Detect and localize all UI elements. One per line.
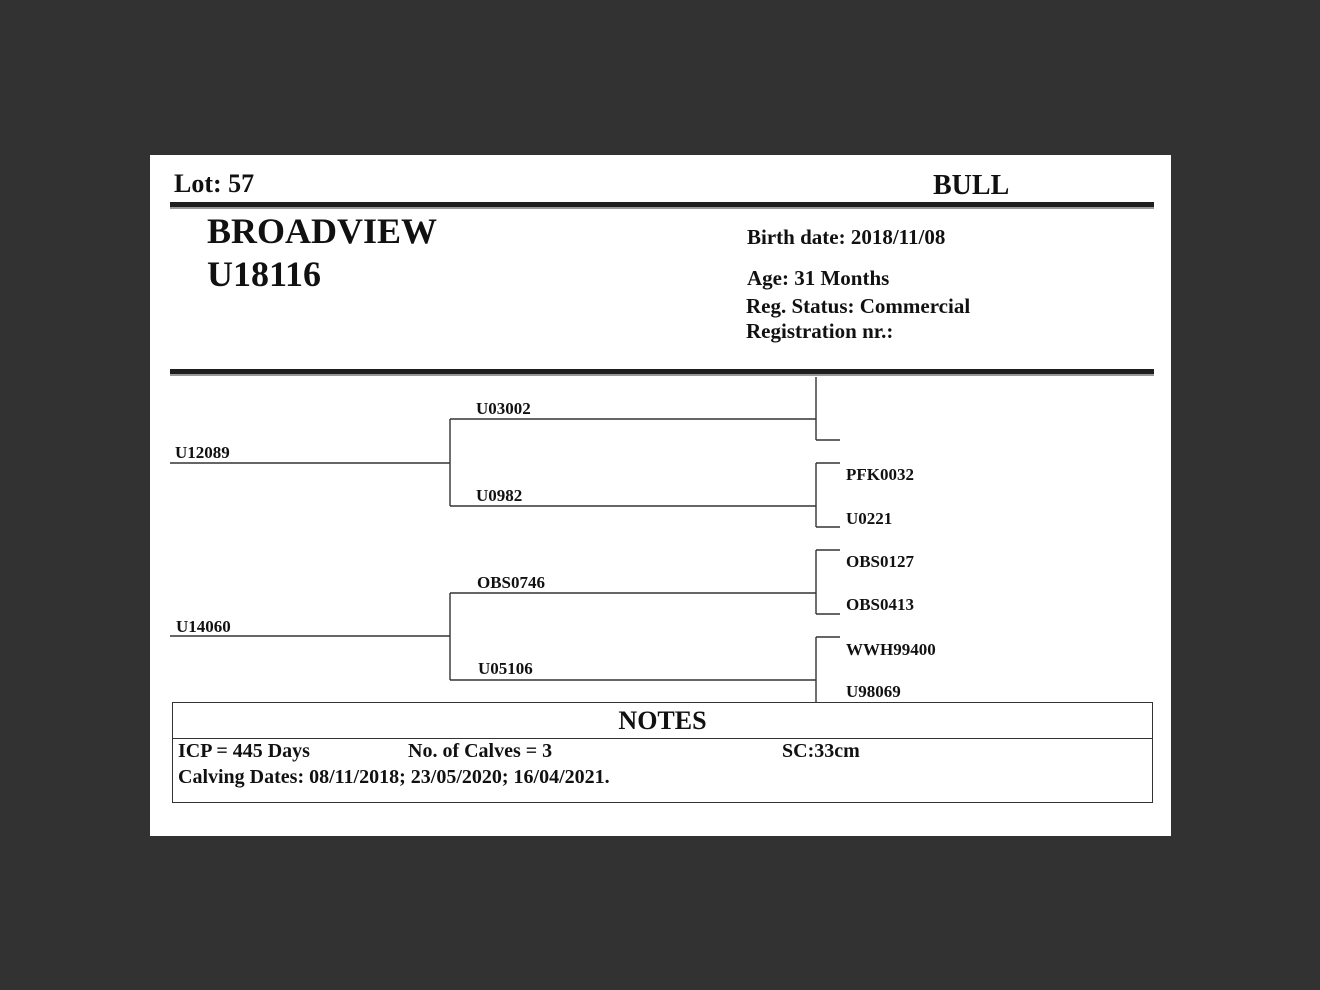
notes-icp: ICP = 445 Days (178, 740, 310, 762)
pedigree-sire-sire: U03002 (476, 399, 531, 418)
notes-sc: SC:33cm (782, 740, 860, 762)
pedigree-card (150, 155, 1171, 836)
notes-calving-dates: Calving Dates: 08/11/2018; 23/05/2020; 16/04/2021. (178, 766, 610, 788)
pedigree-dam-dam-sire: WWH99400 (846, 640, 936, 659)
animal-name-line2: U18116 (207, 254, 322, 294)
registration-nr: Registration nr.: (746, 319, 894, 343)
reg-status: Reg. Status: Commercial (746, 294, 971, 318)
notes-box (172, 702, 1153, 803)
animal-name-line1: BROADVIEW (207, 211, 438, 251)
animal-sex: BULL (933, 170, 1010, 201)
pedigree-dam-sire-sire: OBS0127 (846, 552, 915, 571)
pedigree-sire-dam-sire: PFK0032 (846, 465, 914, 484)
pedigree-dam-sire: OBS0746 (477, 573, 546, 592)
pedigree-sire-dam-dam: U0221 (846, 509, 893, 528)
lot-number: Lot: 57 (174, 169, 255, 198)
notes-calves: No. of Calves = 3 (408, 740, 553, 762)
notes-title: NOTES (173, 703, 1152, 739)
age: Age: 31 Months (747, 266, 890, 290)
pedigree-sire-dam: U0982 (476, 486, 523, 505)
pedigree-dam: U14060 (176, 617, 231, 636)
pedigree-dam-dam-dam: U98069 (846, 682, 901, 701)
pedigree-dam-sire-dam: OBS0413 (846, 595, 915, 614)
pedigree-sire: U12089 (175, 443, 230, 462)
birth-date: Birth date: 2018/11/08 (747, 225, 946, 249)
pedigree-dam-dam: U05106 (478, 659, 533, 678)
